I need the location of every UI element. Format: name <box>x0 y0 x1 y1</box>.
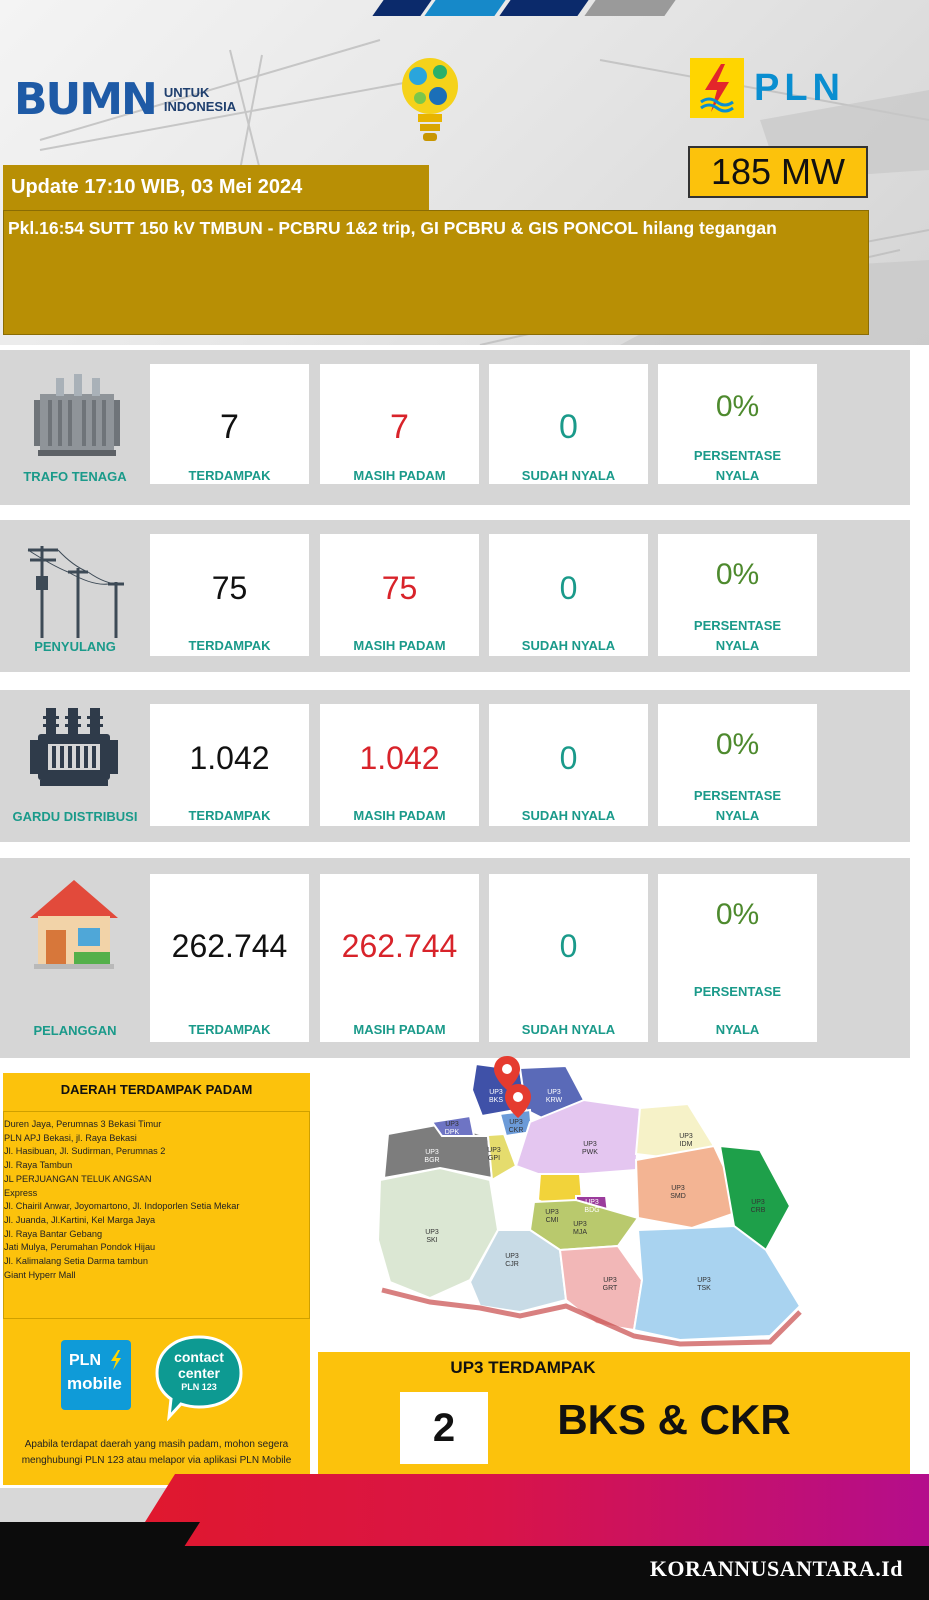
sudah-nyala-value: 0 <box>559 570 578 606</box>
list-item: Jl. Hasibuan, Jl. Sudirman, Perumnas 2 <box>4 1146 166 1157</box>
card-persentase-nyala <box>658 364 817 484</box>
map-label-dpk: DPK <box>444 1129 460 1136</box>
card-masih-padam <box>320 364 479 484</box>
map-label-idm-up: UP3 <box>679 1133 693 1140</box>
list-item: Giant Hyperr Mall <box>4 1269 76 1280</box>
up3-count: 2 <box>400 1392 488 1464</box>
map-label-smd: SMD <box>670 1193 686 1200</box>
affected-areas-panel <box>3 1073 310 1485</box>
west-java-map <box>370 1050 810 1360</box>
map-label-cmi: CMI <box>545 1217 559 1224</box>
card-terdampak <box>150 534 309 656</box>
up3-names: BKS & CKR <box>557 1396 791 1443</box>
bumn-tagline-line-1: UNTUK <box>163 85 210 100</box>
incident-description: Pkl.16:54 SUTT 150 kV TMBUN - PCBRU 1&2 trip, GI PCBRU & GIS PONCOL hilang tegangan <box>3 210 869 335</box>
map-label-cjr-up: UP3 <box>505 1253 519 1260</box>
card-persentase-nyala <box>658 534 817 656</box>
pln-logo <box>690 58 845 118</box>
lightbulb-icon <box>398 52 462 148</box>
sudah-nyala-label: SUDAH NYALA <box>521 808 616 823</box>
lightning-icon <box>690 58 744 118</box>
map-label-cmi-up: UP3 <box>545 1209 559 1216</box>
map-region-grt <box>560 1246 642 1330</box>
header-stripe-4 <box>584 0 675 16</box>
pln-mobile-top: PLN <box>69 1352 101 1369</box>
contact-note-line-2: menghubungi PLN 123 atau melapor via aplikasi PLN Mobile <box>21 1455 292 1466</box>
bumn-logo <box>14 74 237 125</box>
masih-padam-label: MASIH PADAM <box>353 1022 446 1037</box>
row-label: TRAFO TENAGA <box>23 469 127 484</box>
sudah-nyala-label: SUDAH NYALA <box>521 468 616 483</box>
header-stripe-2 <box>424 0 505 16</box>
sudah-nyala-label: SUDAH NYALA <box>521 1022 616 1037</box>
map-label-krw-up: UP3 <box>547 1089 561 1096</box>
list-item: Jl. Raya Tambun <box>4 1160 73 1171</box>
masih-padam-value: 262.744 <box>341 928 458 964</box>
map-label-pwk: PWK <box>582 1149 598 1156</box>
persentase-label-1: PERSENTASE <box>693 984 782 999</box>
map-label-gpi-up: UP3 <box>487 1147 501 1154</box>
persentase-value: 0% <box>715 558 760 591</box>
terdampak-label: TERDAMPAK <box>188 638 271 653</box>
map-region-tsk <box>634 1226 800 1340</box>
list-item: JL PERJUANGAN TELUK ANGSAN <box>4 1173 152 1184</box>
footer-gradient-band <box>130 1474 929 1546</box>
card-masih-padam <box>320 534 479 656</box>
terdampak-value: 7 <box>220 408 239 446</box>
card-sudah-nyala <box>489 364 648 484</box>
card-masih-padam <box>320 704 479 826</box>
map-label-ski-up: UP3 <box>425 1229 439 1236</box>
row-label: PENYULANG <box>34 639 116 654</box>
terdampak-label: TERDAMPAK <box>188 468 271 483</box>
pln-mobile-bottom: mobile <box>67 1374 122 1393</box>
bumn-logo-tagline <box>164 86 236 114</box>
stat-row-pelanggan <box>0 858 910 1058</box>
map-label-pwk-up: UP3 <box>583 1141 597 1148</box>
row-label: GARDU DISTRIBUSI <box>12 809 138 824</box>
terdampak-label: TERDAMPAK <box>188 1022 271 1037</box>
map-label-bks-up: UP3 <box>489 1089 503 1096</box>
masih-padam-value: 75 <box>381 570 418 606</box>
card-masih-padam <box>320 874 479 1042</box>
list-item: PLN APJ Bekasi, jl. Raya Bekasi <box>4 1132 137 1143</box>
lightning-icon <box>109 1350 123 1370</box>
pln-logo-text: PLN <box>754 66 845 109</box>
persentase-label-2: NYALA <box>715 638 760 653</box>
sudah-nyala-value: 0 <box>559 408 578 446</box>
terdampak-value: 1.042 <box>189 740 270 776</box>
list-item: Express <box>4 1187 38 1198</box>
map-label-bgr: BGR <box>424 1157 440 1164</box>
card-persentase-nyala <box>658 874 817 1042</box>
pln-mobile-app-icon <box>61 1340 131 1410</box>
map-label-grt-up: UP3 <box>603 1277 617 1284</box>
row-label: PELANGGAN <box>33 1023 117 1038</box>
stat-row-penyulang <box>0 520 910 672</box>
bumn-logo-word: BUMN <box>14 74 156 125</box>
affected-areas-title: DAERAH TERDAMPAK PADAM <box>60 1082 253 1097</box>
map-label-bdg-up: UP3 <box>585 1199 599 1206</box>
list-item: Duren Jaya, Perumnas 3 Bekasi Timur <box>4 1119 162 1129</box>
card-sudah-nyala <box>489 534 648 656</box>
map-label-bks: BKS <box>488 1097 504 1104</box>
power-mw-badge: 185 MW <box>688 146 868 198</box>
list-item: Jl. Kalimalang Setia Darma tambun <box>4 1256 149 1267</box>
persentase-label-1: PERSENTASE <box>693 788 782 803</box>
contact-text-2: center <box>177 1365 221 1381</box>
map-label-tsk: TSK <box>697 1285 711 1292</box>
persentase-label-1: PERSENTASE <box>693 448 782 463</box>
up3-title: UP3 TERDAMPAK <box>450 1358 596 1377</box>
footer-site-name: KORANNUSANTARA.Id <box>649 1556 903 1581</box>
map-label-crb-up: UP3 <box>751 1199 765 1206</box>
persentase-value: 0% <box>715 728 760 761</box>
map-label-crb: CRB <box>750 1207 766 1214</box>
card-sudah-nyala <box>489 874 648 1042</box>
map-label-mja: MJA <box>573 1229 587 1236</box>
up3-affected-panel <box>318 1352 910 1474</box>
map-label-ckr-up: UP3 <box>509 1119 523 1126</box>
map-label-krw: KRW <box>545 1097 563 1104</box>
update-timestamp: Update 17:10 WIB, 03 Mei 2024 <box>3 165 429 210</box>
list-item: Jl. Chairil Anwar, Joyomartono, Jl. Indoporlen Setia Mekar <box>4 1201 240 1212</box>
map-label-ski: SKI <box>426 1237 438 1244</box>
stat-row-gardu-distribusi <box>0 690 910 842</box>
card-persentase-nyala <box>658 704 817 826</box>
terdampak-value: 75 <box>211 570 248 606</box>
masih-padam-value: 1.042 <box>359 740 440 776</box>
list-item: Jati Mulya, Perumahan Pondok Hijau <box>4 1242 156 1253</box>
persentase-label-2: NYALA <box>715 468 760 483</box>
persentase-value: 0% <box>715 390 760 423</box>
card-terdampak <box>150 364 309 484</box>
contact-center-icon <box>153 1333 245 1421</box>
persentase-label-1: PERSENTASE <box>693 618 782 633</box>
map-label-smd-up: UP3 <box>671 1185 685 1192</box>
map-label-tsk-up: UP3 <box>697 1277 711 1284</box>
persentase-value: 0% <box>715 898 760 931</box>
header-stripe-3 <box>499 0 588 16</box>
bumn-tagline-line-2: INDONESIA <box>163 99 237 114</box>
card-sudah-nyala <box>489 704 648 826</box>
stat-row-trafo-tenaga <box>0 350 910 505</box>
masih-padam-label: MASIH PADAM <box>353 638 446 653</box>
contact-note <box>3 1437 310 1469</box>
card-terdampak <box>150 874 309 1042</box>
sudah-nyala-value: 0 <box>559 740 578 776</box>
map-label-ckr: CKR <box>508 1127 524 1134</box>
terdampak-value: 262.744 <box>171 928 288 964</box>
masih-padam-value: 7 <box>390 408 409 446</box>
map-label-cjr: CJR <box>505 1261 519 1268</box>
map-label-bdg: BDG <box>584 1207 600 1214</box>
map-label-grt: GRT <box>602 1285 618 1292</box>
persentase-label-2: NYALA <box>715 1022 760 1037</box>
contact-text-1: contact <box>174 1349 224 1365</box>
list-item: Jl. Juanda, Jl.Kartini, Kel Marga Jaya <box>4 1214 156 1225</box>
affected-areas-list <box>3 1111 310 1319</box>
masih-padam-label: MASIH PADAM <box>353 808 446 823</box>
persentase-label-2: NYALA <box>715 808 760 823</box>
map-label-idm: IDM <box>679 1141 693 1148</box>
terdampak-label: TERDAMPAK <box>188 808 271 823</box>
sudah-nyala-value: 0 <box>559 928 578 964</box>
card-terdampak <box>150 704 309 826</box>
map-label-bgr-up: UP3 <box>425 1149 439 1156</box>
contact-note-line-1: Apabila terdapat daerah yang masih padam, mohon segera <box>24 1439 289 1450</box>
sudah-nyala-label: SUDAH NYALA <box>521 638 616 653</box>
map-label-mja-up: UP3 <box>573 1221 587 1228</box>
map-label-gpi: GPI <box>487 1155 501 1162</box>
masih-padam-label: MASIH PADAM <box>353 468 446 483</box>
list-item: Jl. Raya Bantar Gebang <box>4 1228 103 1239</box>
map-label-dpk-up: UP3 <box>445 1121 459 1128</box>
contact-text-3: PLN 123 <box>181 1382 217 1392</box>
